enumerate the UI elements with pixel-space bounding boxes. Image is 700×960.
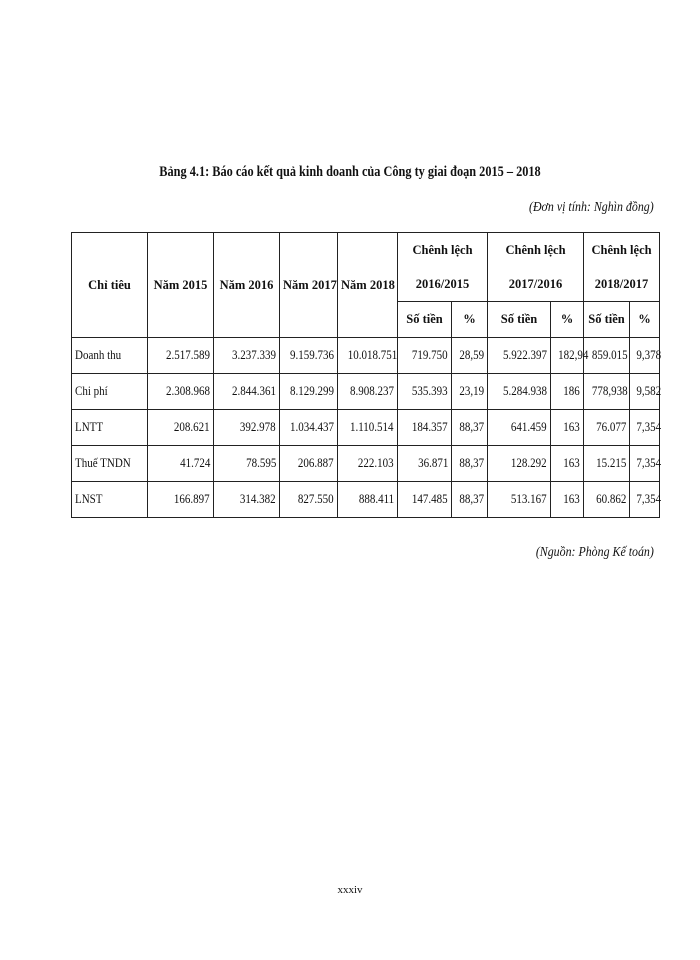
row-label-cell [72,482,148,518]
cell-value: 9,378 [636,348,662,362]
cell-value: 7,354 [636,420,662,434]
header-period-2017-2016: 2017/2016 [488,267,584,302]
value-cell [398,374,452,410]
value-cell [584,482,630,518]
value-cell [214,446,280,482]
row-label-cell [72,446,148,482]
value-cell [280,338,338,374]
header-period-2018-2017: 2018/2017 [584,267,660,302]
cell-value: 8.908.237 [350,384,394,398]
table-row [72,338,660,374]
value-cell [338,374,398,410]
cell-value: 2.517.589 [166,348,210,362]
header-diff-label-2: Chênh lệch [488,233,584,268]
cell-value: 2.308.968 [166,384,210,398]
value-cell [398,482,452,518]
value-cell [280,410,338,446]
header-amount: Số tiền [488,302,551,338]
cell-value: 23,19 [459,384,485,398]
header-amount: Số tiền [584,302,630,338]
value-cell [214,374,280,410]
cell-value: 513.167 [511,492,548,506]
value-cell [148,374,214,410]
value-cell [584,446,630,482]
value-cell [488,410,551,446]
value-cell [488,446,551,482]
value-cell [452,374,488,410]
cell-value: 128.292 [511,456,548,470]
table-row [72,446,660,482]
value-cell [338,446,398,482]
value-cell [630,446,660,482]
page-number: xxxiv [337,884,363,896]
table-row [72,482,660,518]
value-cell [551,446,584,482]
header-year-2016: Năm 2016 [214,233,280,338]
value-cell [398,446,452,482]
value-cell [398,338,452,374]
header-period-2016-2015: 2016/2015 [398,267,488,302]
row-label-cell [72,374,148,410]
value-cell [551,410,584,446]
cell-value: 314.382 [240,492,276,506]
value-cell [280,482,338,518]
value-cell [551,374,584,410]
row-label-cell [72,410,148,446]
row-label: LNTT [75,420,104,434]
row-label: Chi phí [75,384,108,398]
cell-value: 222.103 [358,456,394,470]
cell-value: 186 [563,384,581,398]
cell-value: 41.724 [179,456,210,470]
value-cell [214,410,280,446]
value-cell [630,482,660,518]
cell-value: 166.897 [174,492,210,506]
table-row [72,410,660,446]
header-percent: % [551,302,584,338]
header-row-1 [72,233,660,268]
cell-value: 392.978 [240,420,276,434]
cell-value: 8.129.299 [290,384,334,398]
cell-value: 182,94 [558,348,589,362]
header-diff-label-3: Chênh lệch [584,233,660,268]
cell-value: 641.459 [511,420,548,434]
value-cell [338,482,398,518]
value-cell [148,338,214,374]
value-cell [214,338,280,374]
value-cell [584,410,630,446]
value-cell [280,374,338,410]
value-cell [488,338,551,374]
cell-value: 10.018.751 [347,348,398,362]
table-row [72,374,660,410]
value-cell [452,338,488,374]
value-cell [452,410,488,446]
value-cell [630,374,660,410]
cell-value: 3.237.339 [232,348,276,362]
cell-value: 15.215 [595,456,627,470]
cell-value: 5.284.938 [503,384,548,398]
cell-value: 7,354 [636,456,662,470]
cell-value: 78.595 [245,456,276,470]
value-cell [630,338,660,374]
cell-value: 147.485 [412,492,448,506]
row-label: LNST [75,492,103,506]
cell-value: 88,37 [459,420,485,434]
header-diff-label-1: Chênh lệch [398,233,488,268]
cell-value: 28,59 [459,348,485,362]
cell-value: 76.077 [595,420,627,434]
value-cell [452,482,488,518]
value-cell [280,446,338,482]
value-cell [488,374,551,410]
value-cell [338,410,398,446]
cell-value: 60.862 [595,492,627,506]
cell-value: 88,37 [459,456,485,470]
cell-value: 9.159.736 [290,348,334,362]
table-body [72,338,660,518]
value-cell [584,338,630,374]
value-cell [398,410,452,446]
cell-value: 778,938 [591,384,628,398]
header-indicator: Chỉ tiêu [72,233,148,338]
value-cell [148,410,214,446]
table-title: Bảng 4.1: Báo cáo kết quả kinh doanh của Công ty giai đoạn 2015 – 2018 [159,164,541,180]
business-report-table [71,232,660,518]
value-cell [630,410,660,446]
cell-value: 5.922.397 [503,348,548,362]
cell-value: 888.411 [358,492,394,506]
header-year-2017: Năm 2017 [280,233,338,338]
cell-value: 88,37 [459,492,485,506]
value-cell [452,446,488,482]
header-percent: % [452,302,488,338]
cell-value: 36.871 [417,456,448,470]
value-cell [584,374,630,410]
cell-value: 827.550 [298,492,334,506]
source-note: (Nguồn: Phòng Kế toán) [535,545,654,560]
row-label: Thuế TNDN [75,456,131,470]
cell-value: 163 [563,456,581,470]
cell-value: 1.110.514 [350,420,394,434]
cell-value: 9,582 [636,384,662,398]
row-label: Doanh thu [75,348,122,362]
value-cell [338,338,398,374]
unit-note: (Đơn vị tính: Nghìn đồng) [529,200,654,215]
cell-value: 2.844.361 [232,384,276,398]
header-year-2015: Năm 2015 [148,233,214,338]
row-label-cell [72,338,148,374]
cell-value: 1.034.437 [290,420,334,434]
cell-value: 7,354 [636,492,662,506]
cell-value: 163 [563,492,581,506]
cell-value: 184.357 [412,420,448,434]
value-cell [148,482,214,518]
value-cell [214,482,280,518]
cell-value: 208.621 [174,420,210,434]
cell-value: 859.015 [591,348,628,362]
value-cell [551,482,584,518]
cell-value: 535.393 [412,384,448,398]
value-cell [551,338,589,374]
value-cell [148,446,214,482]
header-percent: % [630,302,660,338]
value-cell [488,482,551,518]
header-year-2018: Năm 2018 [338,233,398,338]
header-amount: Số tiền [398,302,452,338]
cell-value: 719.750 [412,348,448,362]
cell-value: 206.887 [298,456,334,470]
cell-value: 163 [563,420,581,434]
